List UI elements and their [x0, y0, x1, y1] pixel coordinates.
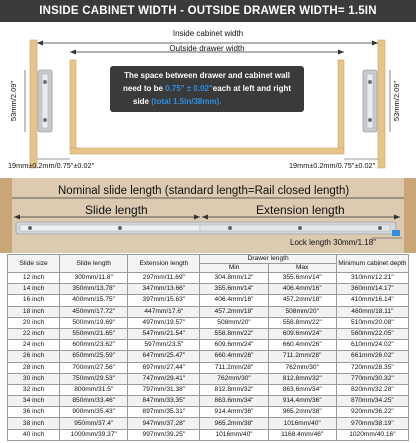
table-cell: 863.6mm/34" — [200, 396, 268, 407]
table-cell: 820mm/32.28" — [336, 384, 408, 395]
gap-right-label: 19mm±0.2mm/0.75"±0.02" — [289, 161, 376, 170]
table-cell: 12 inch — [8, 273, 60, 284]
table-row — [8, 418, 409, 429]
table-cell: 30 inch — [8, 373, 60, 384]
table-cell: 660.4mm/26" — [268, 340, 336, 351]
table-row — [8, 407, 409, 418]
table-cell: 18 inch — [8, 306, 60, 317]
table-cell: 609.6mm/24" — [268, 328, 336, 339]
left-slide-icon — [38, 70, 52, 132]
slide-rail-icon — [16, 222, 396, 234]
table-cell: 950mm/37.4" — [60, 418, 128, 429]
table-cell: 600mm/23.62" — [60, 340, 128, 351]
table-cell: 20 inch — [8, 317, 60, 328]
table-cell: 36 inch — [8, 407, 60, 418]
table-cell: 747mm/29.41" — [128, 373, 200, 384]
table-cell: 660.4mm/26" — [200, 351, 268, 362]
table-cell: 914.4mm/36" — [268, 396, 336, 407]
table-cell: 797mm/31.38" — [128, 384, 200, 395]
note-line-1: The space between drawer and cabinet wall — [124, 71, 290, 80]
table-cell: 650mm/25.59" — [60, 351, 128, 362]
table-cell: 900mm/35.43" — [60, 407, 128, 418]
height-right-label: 53mm/2.09" — [392, 80, 401, 122]
table-cell: 863.6mm/34" — [268, 384, 336, 395]
table-cell: 28 inch — [8, 362, 60, 373]
table-cell: 920mm/36.22" — [336, 407, 408, 418]
table-cell: 500mm/19.69" — [60, 317, 128, 328]
table-cell: 965.2mm/38" — [200, 418, 268, 429]
slide-length-label: Slide length — [85, 203, 148, 217]
table-body — [8, 273, 409, 441]
table-row — [8, 384, 409, 395]
extension-length-label: Extension length — [256, 203, 345, 217]
table-cell: 26 inch — [8, 351, 60, 362]
table-cell: 508mm/20" — [200, 317, 268, 328]
table-row — [8, 284, 409, 295]
table-cell: 24 inch — [8, 340, 60, 351]
note-line-3: side (total 1.5in/38mm). — [133, 97, 222, 106]
table-cell: 1016mm/40" — [200, 429, 268, 440]
size-table-container — [7, 254, 409, 441]
table-row — [8, 340, 409, 351]
drawer-left-wall — [70, 60, 76, 148]
table-cell: 38 inch — [8, 418, 60, 429]
table-cell: 510mm/20.08" — [336, 317, 408, 328]
lock-clip-icon — [392, 230, 400, 236]
table-cell: 720mm/28.35" — [336, 362, 408, 373]
table-row — [8, 306, 409, 317]
table-cell: 360mm/14.17" — [336, 284, 408, 295]
lock-length-label: Lock length 30mm/1.18" — [290, 238, 376, 247]
table-row — [8, 317, 409, 328]
table-cell: 410mm/16.14" — [336, 295, 408, 306]
table-cell: 558.8mm/22" — [268, 317, 336, 328]
table-cell: 508mm/20" — [268, 306, 336, 317]
table-cell: 300mm/11.8" — [60, 273, 128, 284]
table-cell: 406.4mm/16" — [268, 284, 336, 295]
drawer-bottom — [70, 148, 344, 154]
table-cell: 304.8mm/12" — [200, 273, 268, 284]
table-cell: 40 inch — [8, 429, 60, 440]
table-cell: 16 inch — [8, 295, 60, 306]
header-slide-length: Slide length — [60, 255, 128, 273]
table-cell: 34 inch — [8, 396, 60, 407]
header-min-cabinet-depth: Minimum cabinet depth — [336, 255, 408, 273]
table-cell: 1020mm/40.16" — [336, 429, 408, 440]
table-cell: 597mm/23.5" — [128, 340, 200, 351]
table-row — [8, 273, 409, 284]
table-cell: 947mm/37.28" — [128, 418, 200, 429]
table-row — [8, 429, 409, 440]
table-cell: 711.2mm/28" — [268, 351, 336, 362]
cabinet-right-wall — [378, 40, 385, 168]
table-cell: 870mm/34.25" — [336, 396, 408, 407]
table-cell: 447mm/17.6" — [128, 306, 200, 317]
height-left-label: 53mm/2.09" — [9, 80, 18, 122]
table-cell: 397mm/15.63" — [128, 295, 200, 306]
table-cell: 750mm/29.53" — [60, 373, 128, 384]
table-cell: 406.4mm/16" — [200, 295, 268, 306]
table-cell: 457.2mm/18" — [268, 295, 336, 306]
right-slide-icon — [363, 70, 377, 132]
header-min: Min — [200, 264, 268, 273]
table-cell: 1000mm/39.37" — [60, 429, 128, 440]
table-row — [8, 328, 409, 339]
table-cell: 350mm/13.78" — [60, 284, 128, 295]
table-cell: 1016mm/40" — [268, 418, 336, 429]
table-cell: 460mm/18.11" — [336, 306, 408, 317]
table-cell: 812.8mm/32" — [268, 373, 336, 384]
header-max: Max — [268, 264, 336, 273]
table-cell: 997mm/39.25" — [128, 429, 200, 440]
table-cell: 610mm/24.02" — [336, 340, 408, 351]
table-cell: 700mm/27.56" — [60, 362, 128, 373]
gap-left-label: 19mm±0.2mm/0.75"±0.02" — [8, 161, 95, 170]
slide-size-table — [7, 254, 409, 441]
table-cell: 914.4mm/36" — [200, 407, 268, 418]
banner-title: INSIDE CABINET WIDTH - OUTSIDE DRAWER WIDTH= 1.5IN — [39, 5, 377, 17]
header-banner — [0, 0, 416, 22]
table-cell: 609.6mm/24" — [200, 340, 268, 351]
cabinet-left-wall — [30, 40, 37, 168]
table-cell: 347mm/13.66" — [128, 284, 200, 295]
table-cell: 812.8mm/32" — [200, 384, 268, 395]
table-cell: 661mm/26.02" — [336, 351, 408, 362]
table-row — [8, 295, 409, 306]
table-cell: 762mm/30" — [268, 362, 336, 373]
table-cell: 711.2mm/28" — [200, 362, 268, 373]
header-extension-length: Extension length — [128, 255, 200, 273]
table-cell: 457.2mm/18" — [200, 306, 268, 317]
header-drawer-length: Drawer length — [200, 255, 336, 264]
table-cell: 497mm/19.57" — [128, 317, 200, 328]
table-cell: 400mm/15.75" — [60, 295, 128, 306]
table-cell: 762mm/30" — [200, 373, 268, 384]
table-cell: 14 inch — [8, 284, 60, 295]
table-cell: 800mm/31.5" — [60, 384, 128, 395]
table-row — [8, 362, 409, 373]
cabinet-diagram — [0, 22, 416, 177]
table-cell: 847mm/33.35" — [128, 396, 200, 407]
cabinet-diagram-svg — [0, 22, 416, 177]
nominal-slide-length-title: Nominal slide length (standard length=Rail closed length) — [58, 185, 350, 197]
table-cell: 550mm/21.65" — [60, 328, 128, 339]
table-row — [8, 396, 409, 407]
outside-drawer-width-label: Outside drawer width — [169, 44, 245, 53]
table-cell: 897mm/35.31" — [128, 407, 200, 418]
table-cell: 310mm/12.21" — [336, 273, 408, 284]
table-cell: 355.6mm/14" — [268, 273, 336, 284]
note-line-2: need to be 0.75" ± 0.02"each at left and right — [122, 84, 292, 93]
table-cell: 850mm/33.46" — [60, 396, 128, 407]
table-cell: 22 inch — [8, 328, 60, 339]
table-cell: 297mm/11.69" — [128, 273, 200, 284]
table-cell: 697mm/27.44" — [128, 362, 200, 373]
slide-length-section — [0, 178, 416, 253]
table-cell: 970mm/38.19" — [336, 418, 408, 429]
table-cell: 965.2mm/38" — [268, 407, 336, 418]
table-row — [8, 351, 409, 362]
table-cell: 647mm/25.47" — [128, 351, 200, 362]
table-cell: 770mm/30.32" — [336, 373, 408, 384]
table-cell: 1168.4mm/46" — [268, 429, 336, 440]
inside-cabinet-width-label: Inside cabinet width — [172, 29, 244, 38]
table-cell: 560mm/22.05" — [336, 328, 408, 339]
drawer-right-wall — [338, 60, 344, 148]
table-cell: 547mm/21.54" — [128, 328, 200, 339]
table-cell: 32 inch — [8, 384, 60, 395]
table-cell: 450mm/17.72" — [60, 306, 128, 317]
table-header-row — [8, 255, 409, 264]
table-cell: 558.8mm/22" — [200, 328, 268, 339]
table-row — [8, 373, 409, 384]
header-slide-size: Slide size — [8, 255, 60, 273]
table-cell: 355.6mm/14" — [200, 284, 268, 295]
